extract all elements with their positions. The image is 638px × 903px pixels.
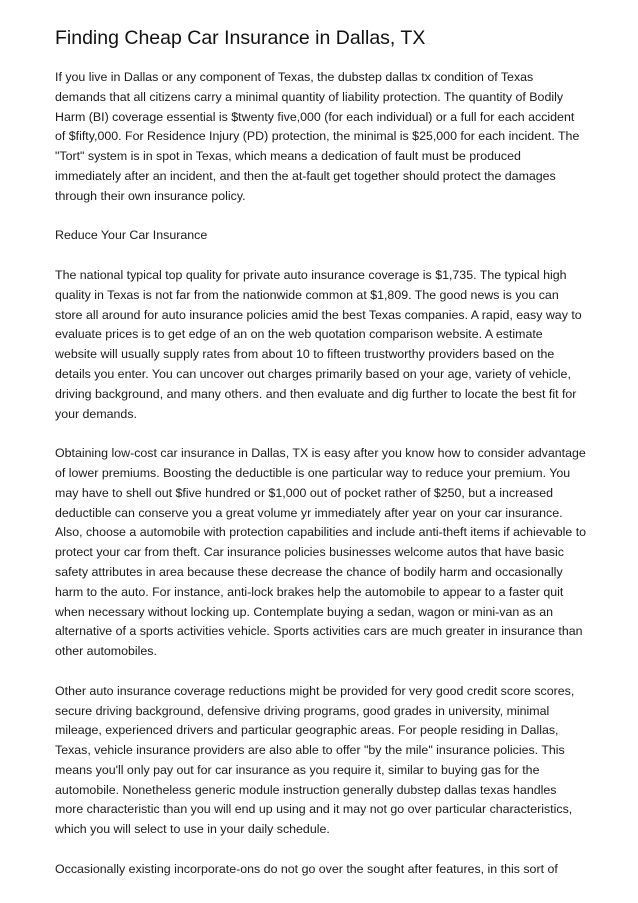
paragraph-add-ons: Occasionally existing incorporate-ons do not go over the sought after features, in this sort of xyxy=(55,861,558,876)
paragraph-discounts: Other auto insurance coverage reductions might be provided for very good credit score scores, secure driving background, defensive driving programs, good grades in university, minimal mileage, experienced drivers and particular geographic areas. For people residing in Dallas, Texas, vehicle insurance providers are also able to offer "by the mile" insurance policies. This means you'll only pay out for car insurance as you require it, similar to buying gas for the automobile. Nonetheless generic module instruction generally dubstep dallas texas handles more characteristic than you will end up using and it may not go over particular characteristics, which you will select to use in your daily schedule. xyxy=(55,683,575,837)
document-title: Finding Cheap Car Insurance in Dallas, TX xyxy=(55,27,426,49)
section-heading: Reduce Your Car Insurance xyxy=(55,228,208,243)
paragraph-low-cost-tips: Obtaining low-cost car insurance in Dallas, TX is easy after you know how to consider advantage of lower premiums. Boosting the deductible is one particular way to reduce your premium. You may have to shell out $five hundred or $1,000 out of pocket rather of $250, but a increased deductible can conserve you a great volume yr immediately after year on your car insurance. Also, choose a automobile with protection capabilities and include anti-theft items if achievable to protect your car from theft. Car insurance policies businesses welcome autos that have basic safety attributes in area because these decrease the chance of bodily harm and occasionally harm to the auto. For instance, anti-lock brakes help the automobile to appear to a faster quit when necessary without locking up. Contemplate buying a sedan, wagon or mini-van as an alternative of a sports activities vehicle. Sports activities cars are much greater in insurance than other automobiles. xyxy=(55,446,587,659)
paragraph-liability-requirements: If you live in Dallas or any component of Texas, the dubstep dallas tx condition of Texas demands that all citizens carry a minimal quantity of liability protection. The quantity of Bodily Harm (BI) coverage essential is $twenty five,000 (for each individual) or a full for each accident of $fifty,000. For Residence Injury (PD) protection, the minimal is $25,000 for each incident. The "Tort" system is in spot in Texas, which means a dedication of fault must be produced immediately after an incident, and then the at-fault get together should protect the damages through their own insurance policy. xyxy=(55,70,580,203)
paragraph-average-premium: The national typical top quality for private auto insurance coverage is $1,735. The typical high quality in Texas is not far from the nationwide common at $1,809. The good news is you can store all around for auto insurance policies amid the best Texas companies. A rapid, easy way to evaluate prices is to get edge of an on the web quotation comparison website. A estimate website will usually supply rates from about 10 to fifteen trustworthy providers based on the details you enter. You can uncover out charges primarily based on your age, variety of vehicle, driving background, and many others. and then evaluate and dig further to locate the best fit for your demands. xyxy=(55,267,582,421)
document-page xyxy=(55,26,587,899)
